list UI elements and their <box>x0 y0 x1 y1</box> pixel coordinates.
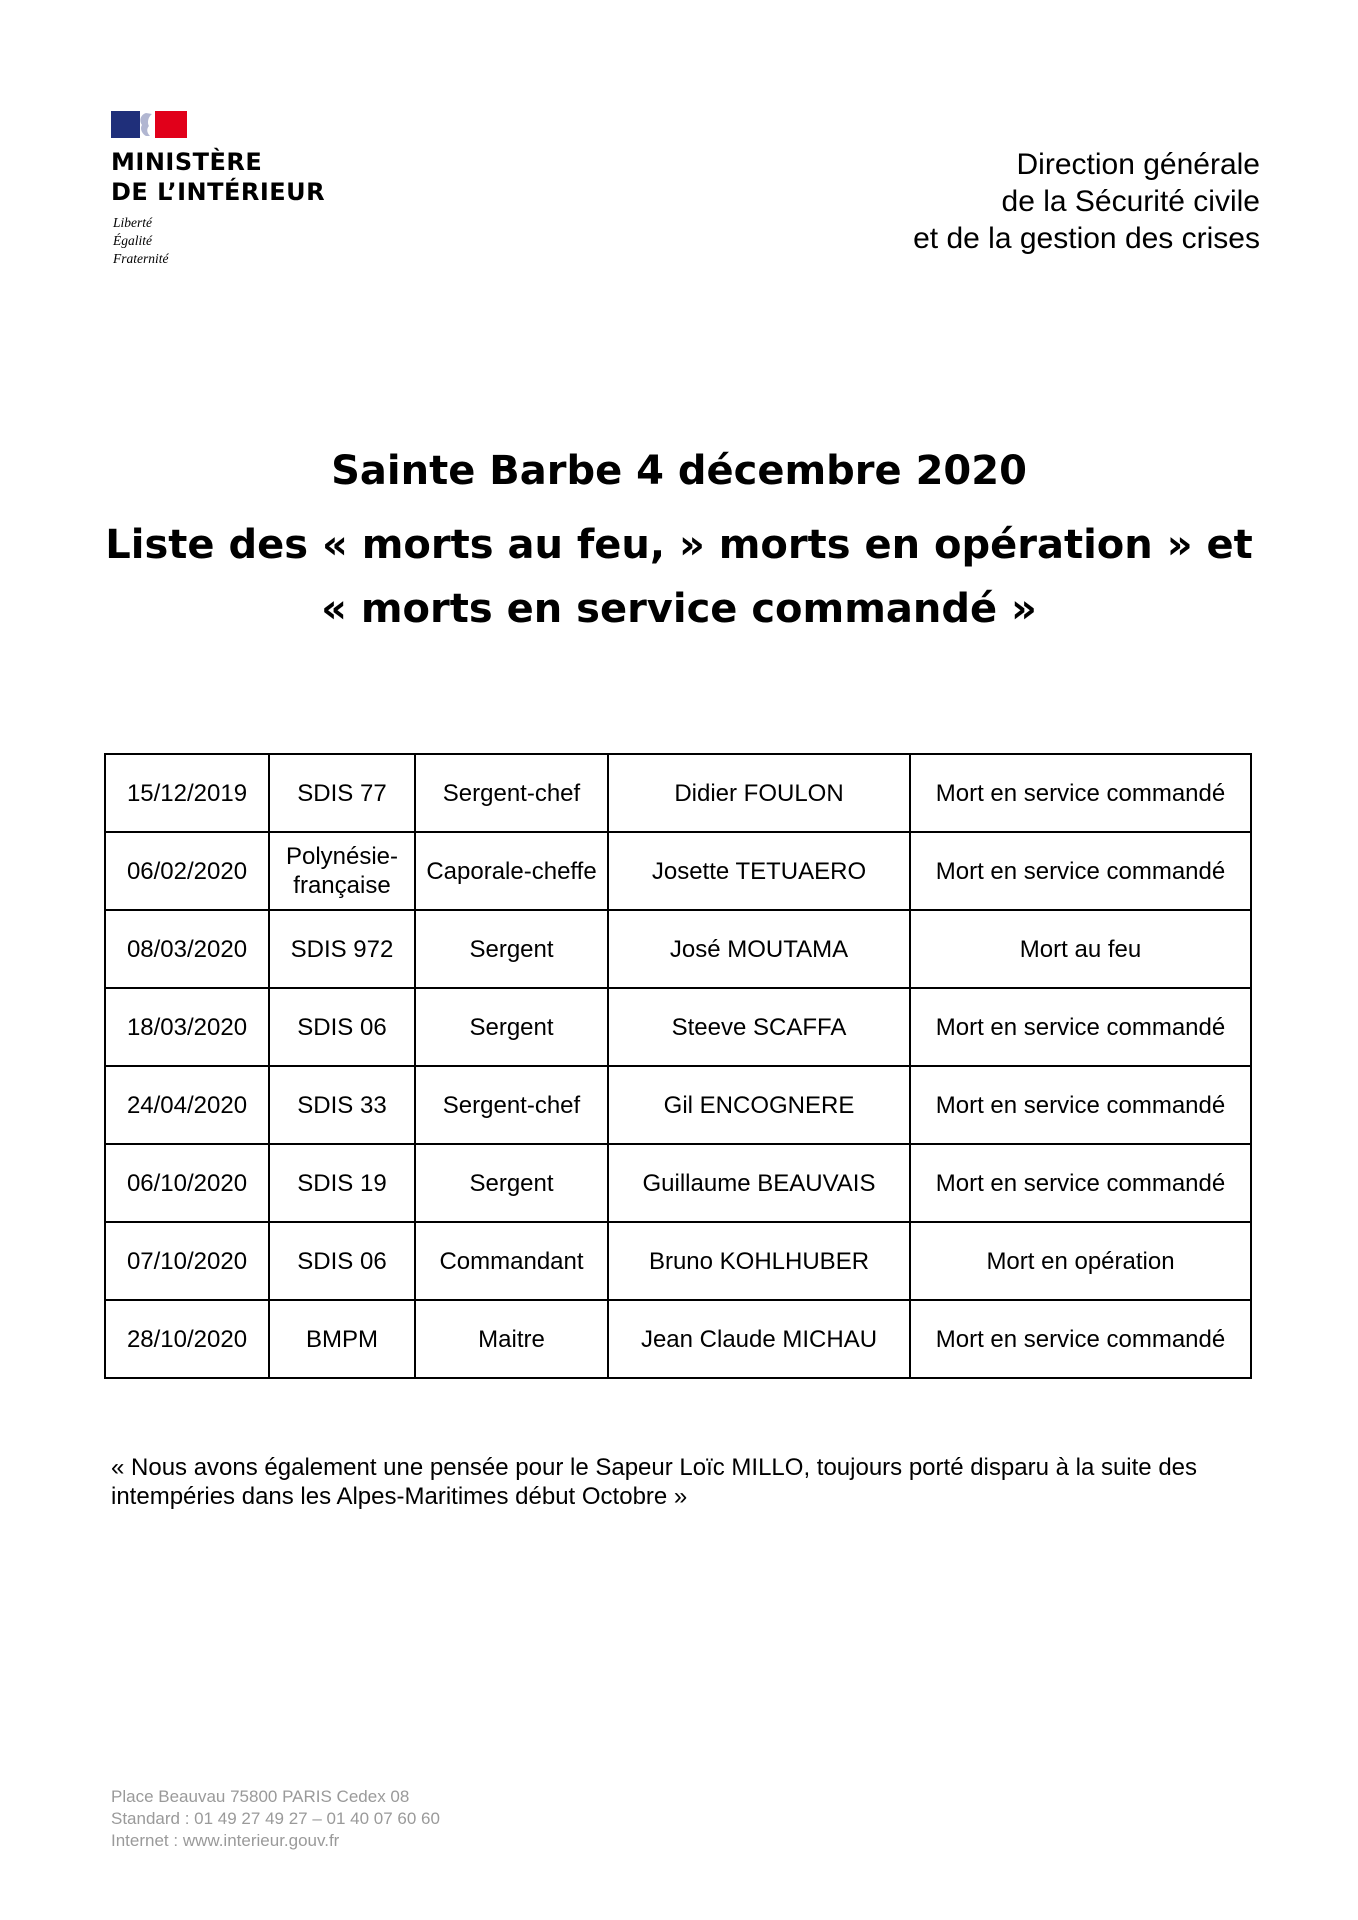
table-row <box>105 1066 1251 1144</box>
name-cell: Didier FOULON <box>608 754 910 832</box>
unit-cell: SDIS 06 <box>269 988 415 1066</box>
tribute-note: « Nous avons également une pensée pour le Sapeur Loïc MILLO, toujours porté disparu à la suite des intempéries dans les Alpes-Maritimes début Octobre » <box>111 1454 1198 1510</box>
table-body <box>105 754 1251 1378</box>
status-cell: Mort en service commandé <box>910 832 1251 910</box>
name-cell: Josette TETUAERO <box>608 832 910 910</box>
motto-egalite: Égalité <box>113 233 152 248</box>
direction-line-1: Direction générale <box>1016 148 1260 181</box>
table-row <box>105 988 1251 1066</box>
unit-cell: SDIS 972 <box>269 910 415 988</box>
title-line-2: Liste des « morts au feu, » morts en opération » et <box>105 522 1253 568</box>
unit-cell: BMPM <box>269 1300 415 1378</box>
status-cell: Mort en service commandé <box>910 988 1251 1066</box>
direction-line-2: de la Sécurité civile <box>1001 185 1260 218</box>
ministry-line-2: DE L’INTÉRIEUR <box>111 178 326 206</box>
unit-cell: SDIS 77 <box>269 754 415 832</box>
footer-address: Place Beauvau 75800 PARIS Cedex 08 <box>111 1787 410 1806</box>
footer-phone: Standard : 01 49 27 49 27 – 01 40 07 60 60 <box>111 1809 440 1828</box>
table-row <box>105 754 1251 832</box>
title-line-3: « morts en service commandé » <box>321 586 1037 632</box>
memorial-table <box>104 753 1252 1379</box>
date-cell: 18/03/2020 <box>105 988 269 1066</box>
unit-cell: SDIS 33 <box>269 1066 415 1144</box>
unit-cell: Polynésie-française <box>269 832 415 910</box>
table-row <box>105 1144 1251 1222</box>
page-title <box>0 443 1358 641</box>
name-cell: Guillaume BEAUVAIS <box>608 1144 910 1222</box>
address-footer <box>111 1786 440 1852</box>
date-cell: 07/10/2020 <box>105 1222 269 1300</box>
rank-cell: Sergent-chef <box>415 1066 608 1144</box>
name-cell: Bruno KOHLHUBER <box>608 1222 910 1300</box>
unit-cell: SDIS 19 <box>269 1144 415 1222</box>
table-row <box>105 1300 1251 1378</box>
name-cell: Gil ENCOGNERE <box>608 1066 910 1144</box>
table-row <box>105 1222 1251 1300</box>
ministry-name <box>111 147 325 207</box>
unit-cell: SDIS 06 <box>269 1222 415 1300</box>
status-cell: Mort en service commandé <box>910 1144 1251 1222</box>
footer-website: Internet : www.interieur.gouv.fr <box>111 1831 340 1850</box>
title-line-1: Sainte Barbe 4 décembre 2020 <box>331 448 1027 494</box>
date-cell: 08/03/2020 <box>105 910 269 988</box>
direction-header <box>913 146 1260 257</box>
rank-cell: Sergent <box>415 910 608 988</box>
name-cell: Jean Claude MICHAU <box>608 1300 910 1378</box>
rank-cell: Sergent <box>415 1144 608 1222</box>
table-row <box>105 910 1251 988</box>
name-cell: José MOUTAMA <box>608 910 910 988</box>
direction-line-3: et de la gestion des crises <box>913 222 1260 255</box>
motto-fraternite: Fraternité <box>113 251 169 266</box>
date-cell: 06/10/2020 <box>105 1144 269 1222</box>
republic-motto <box>113 214 325 268</box>
ministry-line-1: MINISTÈRE <box>111 148 263 176</box>
rank-cell: Maitre <box>415 1300 608 1378</box>
date-cell: 06/02/2020 <box>105 832 269 910</box>
status-cell: Mort en service commandé <box>910 1066 1251 1144</box>
status-cell: Mort en service commandé <box>910 754 1251 832</box>
table-row <box>105 832 1251 910</box>
status-cell: Mort au feu <box>910 910 1251 988</box>
date-cell: 15/12/2019 <box>105 754 269 832</box>
rank-cell: Sergent <box>415 988 608 1066</box>
rank-cell: Sergent-chef <box>415 754 608 832</box>
rank-cell: Caporale-cheffe <box>415 832 608 910</box>
republic-flag-icon <box>111 111 187 138</box>
ministry-logo <box>111 111 325 268</box>
status-cell: Mort en opération <box>910 1222 1251 1300</box>
name-cell: Steeve SCAFFA <box>608 988 910 1066</box>
date-cell: 24/04/2020 <box>105 1066 269 1144</box>
rank-cell: Commandant <box>415 1222 608 1300</box>
motto-liberte: Liberté <box>113 215 152 230</box>
status-cell: Mort en service commandé <box>910 1300 1251 1378</box>
date-cell: 28/10/2020 <box>105 1300 269 1378</box>
